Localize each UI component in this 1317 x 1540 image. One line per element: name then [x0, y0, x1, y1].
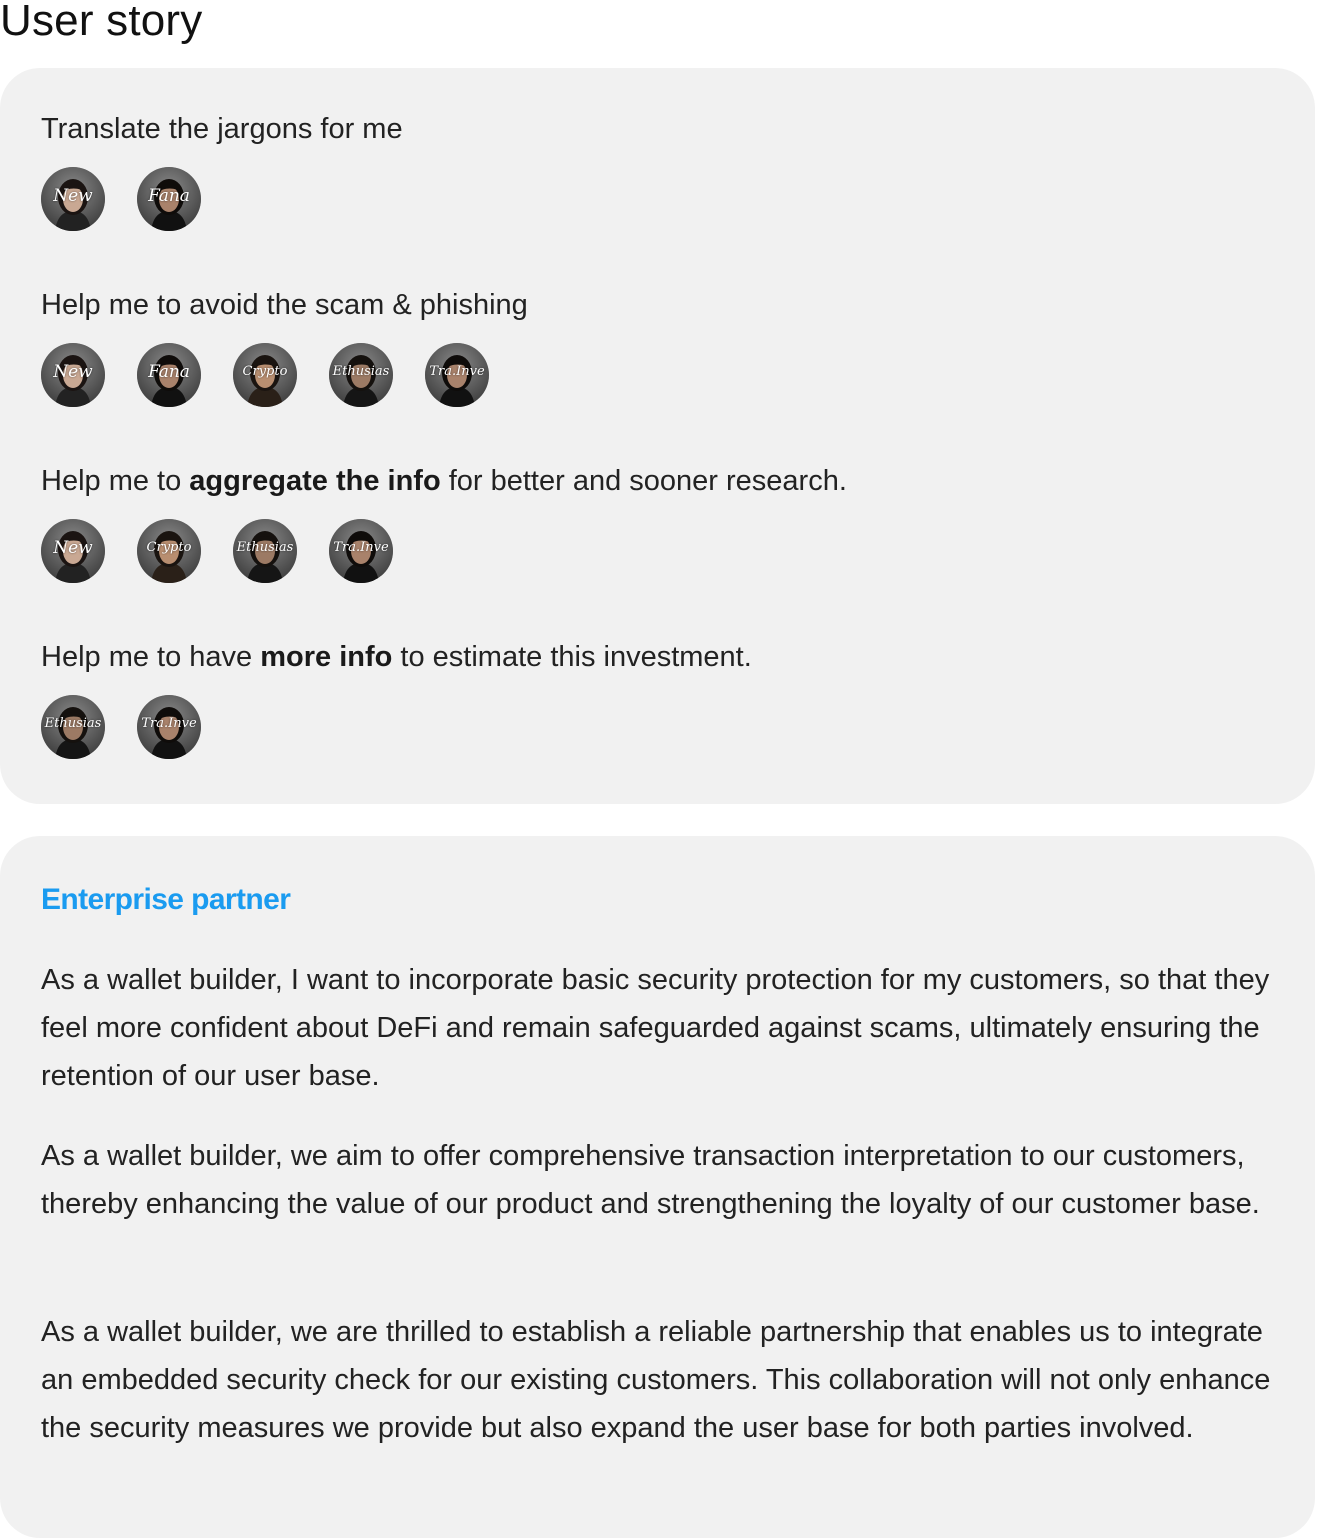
- persona-label: Fana: [148, 362, 190, 382]
- persona-avatar: [41, 519, 105, 583]
- story-title: Help me to have more info to estimate this investment.: [41, 641, 752, 673]
- persona-label: Tra.Inve: [429, 364, 485, 379]
- persona-avatar: [137, 343, 201, 407]
- story-title: Help me to aggregate the info for better and sooner research.: [41, 465, 847, 497]
- persona-avatar: [233, 519, 297, 583]
- persona-avatar: [41, 343, 105, 407]
- persona-label: Fana: [148, 186, 190, 206]
- persona-label: New: [53, 538, 93, 558]
- story-item: [41, 288, 528, 407]
- enterprise-paragraph: As a wallet builder, we are thrilled to establish a reliable partnership that enables us to integrate an embedded security check for our existing customers. This collaboration will not only enhance the security measures we provide but also expand the user base for both parties involved.: [41, 1316, 1271, 1444]
- story-item: [41, 640, 752, 759]
- story-item: [41, 112, 403, 231]
- enterprise-heading: Enterprise partner: [41, 883, 291, 916]
- story-title: Help me to avoid the scam & phishing: [41, 289, 528, 321]
- story-item: [41, 464, 847, 583]
- story-title: Translate the jargons for me: [41, 113, 403, 145]
- persona-avatar-row: [41, 343, 528, 407]
- user-stories-card: [0, 68, 1315, 804]
- enterprise-paragraph: As a wallet builder, I want to incorporate basic security protection for my customers, so that they feel more confident about DeFi and remain safeguarded against scams, ultimately ensuring the retention of our user base.: [41, 964, 1270, 1092]
- persona-label: Ethusias: [44, 716, 102, 731]
- persona-avatar: [137, 167, 201, 231]
- persona-avatar: [41, 695, 105, 759]
- persona-label: Crypto: [242, 364, 288, 379]
- persona-avatar: [137, 695, 201, 759]
- persona-avatar: [41, 167, 105, 231]
- persona-label: Tra.Inve: [141, 716, 197, 731]
- enterprise-partner-card: [0, 836, 1315, 1538]
- persona-label: Tra.Inve: [333, 540, 389, 555]
- enterprise-paragraph: As a wallet builder, we aim to offer comprehensive transaction interpretation to our customers, thereby enhancing the value of our product and strengthening the loyalty of our customer base.: [41, 1140, 1260, 1220]
- persona-avatar: [425, 343, 489, 407]
- persona-avatar: [329, 519, 393, 583]
- persona-label: Ethusias: [236, 540, 294, 555]
- persona-label: New: [53, 362, 93, 382]
- persona-label: New: [53, 186, 93, 206]
- persona-avatar: [137, 519, 201, 583]
- persona-avatar: [233, 343, 297, 407]
- persona-label: Ethusias: [332, 364, 390, 379]
- persona-avatar-row: [41, 695, 752, 759]
- persona-label: Crypto: [146, 540, 192, 555]
- page-title: User story: [0, 0, 203, 45]
- persona-avatar-row: [41, 167, 403, 231]
- persona-avatar: [329, 343, 393, 407]
- persona-avatar-row: [41, 519, 847, 583]
